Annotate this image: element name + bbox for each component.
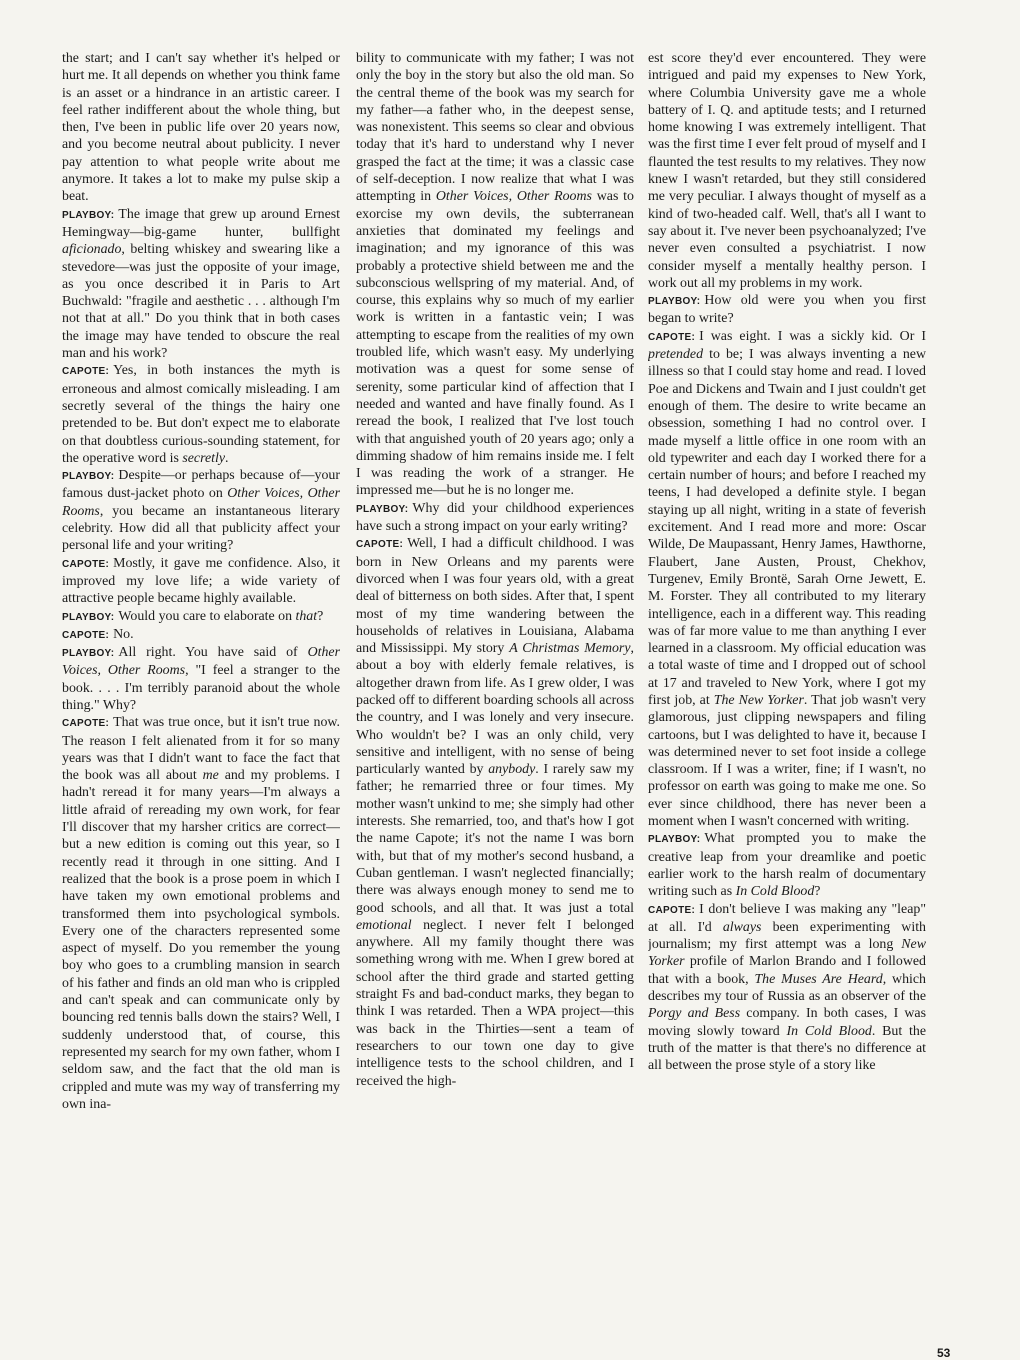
speaker-label: CAPOTE: [356, 539, 404, 551]
paragraph: CAPOTE: That was true once, but it isn't true now. The reason I felt alienated from it for so many years was that I didn't want to face the fact that the book was all about me and my problems. I hadn't reread it for many years—I'm always a little afraid of rereading my own work, for fear I'll discover that my harsher critics are correct—but a new edition is coming out this year, so I recently read it through in one sitting. And I realized that the book is a prose poem in which I have taken my own emotional problems and transformed them into psychological symbols. Every one of the characters represented some aspect of myself. Do you remember the young boy who goes to a crumbling mansion in search of his father and finds an old man who is crippled and can't speak and can communicate only by bouncing red tennis balls down the stairs? Well, I suddenly understood that, of course, this represented my search for my own father, whom I seldom saw, and the fact that the old man is crippled and mute was my way of transferring my own ina- [62, 715, 340, 1112]
speaker-label: CAPOTE: [62, 558, 110, 570]
paragraph: PLAYBOY: How old were you when you first began to write? [648, 293, 926, 327]
paragraph: CAPOTE: Yes, in both instances the myth is erroneous and almost comically misleading. I am secretly several of the things the hairy one pretended to be. But don't expect me to elaborate on that doubtless curious-sounding statement, for the operative word is secretly. [62, 363, 340, 466]
paragraph: PLAYBOY: Why did your childhood experiences have such a strong impact on your early writing? [356, 500, 634, 535]
paragraph: CAPOTE: I was eight. I was a sickly kid. Or I pretended to be; I was always inventing a new illness so that I could stay home and read. I loved Poe and Dickens and Twain and I just couldn't get enough of them. The desire to write became an obsession, something I had no control over. I made myself a little office in one room with an old typewriter and each day I worked there for a certain number of hours; and before I reached my teens, I had developed a definite style. I began staying up all night, writing in a state of feverish excitement. And I read more and more: Oscar Wilde, De Maupassant, Henry James, Hawthorne, Flaubert, Jane Austen, Proust, Chekhov, Turgenev, Emily Brontë, Sarah Orne Jewett, E. M. Forster. They all contributed to my literary intelligence, each in a different way. This reading was of far more value to me than anything I ever learned in a classroom. My official education was a total waste of time and I dropped out of school at 17 and traveled to New York, where I got my first job, at The New Yorker. That job wasn't very glamorous, just clipping newspapers and filing cartoons, but I was delighted to have it, because I was determined never to set foot inside a college classroom. If I was a writer, fine; if I wasn't, no professor on earth was going to make me one. So ever since childhood, there has never been a moment when I wasn't concerned with writing. [648, 328, 926, 830]
paragraph: PLAYBOY: Despite—or perhaps because of—your famous dust-jacket photo on Other Voices, Other Rooms, you became an instantaneous literary celebrity. How did all that publicity affect your personal life and your writing? [62, 468, 340, 554]
paragraph: CAPOTE: Mostly, it gave me confidence. Also, it improved my love life; a wide variety of attractive people became highly available. [62, 555, 340, 607]
speaker-label: CAPOTE: [62, 366, 110, 378]
speaker-label: PLAYBOY: [356, 503, 409, 515]
paragraph: PLAYBOY: The image that grew up around Ernest Hemingway—big-game hunter, bullfight aficionado, belting whiskey and swearing like a stevedore—was just the opposite of your image, as you once described it in Paris to Art Buchwald: "fragile and aesthetic . . . although I'm not that at all." Do you think that in both cases the image may have tended to obscure the real man and his work? [62, 206, 340, 362]
paragraph: the start; and I can't say whether it's helped or hurt me. It all depends on whether you think fame is an asset or a hindrance in an artistic career. I feel rather indifferent about the whole thing, but then, I've been in public life over 20 years now, and you become neutral about publicity. I never pay attention to what people write about me anymore. It takes a lot to make my pulse skip a beat. [62, 51, 340, 205]
speaker-label: CAPOTE: [648, 904, 696, 916]
speaker-label: PLAYBOY: [648, 296, 701, 308]
text-column-1 [62, 50, 340, 1290]
paragraph: est score they'd ever encountered. They were intrigued and paid my expenses to New York, where Columbia University gave me a whole battery of I. Q. and aptitude tests; and I returned home knowing I was extremely intelligent. That was the first time I ever felt proud of myself and I flaunted the test results to my relatives. They now knew I wasn't retarded, but they still considered me very peculiar. I always thought of myself as a kind of two-headed calf. Well, that's all I want to say about it. I've never been psychoanalyzed; I've never even consulted a psychiatrist. I now consider myself a mentally healthy person. I work out all my problems in my work. [648, 51, 926, 291]
text-column-3 [648, 50, 926, 1290]
paragraph: PLAYBOY: Would you care to elaborate on that? [62, 608, 324, 624]
text-column-2 [356, 50, 634, 1290]
speaker-label: CAPOTE: [62, 718, 110, 730]
speaker-label: PLAYBOY: [62, 648, 115, 660]
paragraph: bility to communicate with my father; I was not only the boy in the story but also the old man. So the central theme of the book was my search for my father—a father who, in the deepest sense, was nonexistent. This seems so clear and obvious today that it's hard to understand why I never grasped the fact at the time; it was a classic case of self-deception. I now realize that what I was attempting in Other Voices, Other Rooms was to exorcise my own devils, the subterranean anxieties that dominated my feelings and imagination; and my ignorance of this was probably a protective shield between me and the subconscious wellspring of my material. And, of course, this explains why so much of my earlier work is written in a fantastic vein; I was attempting to escape from the realities of my own troubled life, which wasn't easy. My underlying motivation was a quest for some sense of serenity, some particular kind of affection that I needed and wanted and have finally found. As I reread the book, I realized that I've lost touch with that anguished youth of 20 years ago; only a dimming shadow of him remains inside me. I felt I was reading the work of a stranger. He impressed me—but he is no longer me. [356, 51, 634, 499]
paragraph: CAPOTE: I don't believe I was making any "leap" at all. I'd always been experimenting with journalism; my first attempt was a long New Yorker profile of Marlon Brando and I followed that with a book, The Muses Are Heard, which describes my tour of Russia as an observer of the Porgy and Bess company. In both cases, I was moving slowly toward In Cold Blood. But the truth of the matter is that there's no difference at all between the prose style of a story like [648, 901, 926, 1074]
paragraph: CAPOTE: Well, I had a difficult childhood. I was born in New Orleans and my parents were divorced when I was four years old, with a great deal of bitterness on both sides. After that, I spent most of my time wandering between the households of relatives in Louisiana, Alabama and Mississippi. My story A Christmas Memory, about a boy with elderly female relatives, is altogether drawn from life. As I grew older, I was packed off to different boarding schools all across the country, and I was lonely and very insecure. Who wouldn't be? I was an only child, very sensitive and intelligent, with no sense of being particularly wanted by anybody. I rarely saw my father; he remarried three or four times. My mother wasn't unkind to me; she simply had other interests. She remarried, too, and that's how I got the name Capote; it's not the name I was born with, but that of my mother's second husband, a Cuban gentleman. I wasn't neglected financially; there was always enough money to send me to good schools, and all that. It was just a total emotional neglect. I never felt I belonged anywhere. All my family thought there was something wrong with me. When I grew bored at school after the third grade and started getting straight Fs and bad-conduct marks, they began to think I was retarded. Then a WPA project—this was back in the Thirties—sent a team of researchers to our town one day to give intelligence tests to the school children, and I received the high- [356, 536, 634, 1089]
paragraph: PLAYBOY: What prompted you to make the creative leap from your dreamlike and poetic earlier work to the harsh realm of documentary writing such as In Cold Blood? [648, 831, 926, 900]
speaker-label: PLAYBOY: [62, 471, 115, 483]
speaker-label: PLAYBOY: [62, 611, 115, 623]
speaker-label: CAPOTE: [648, 331, 696, 343]
paragraph: PLAYBOY: All right. You have said of Other Voices, Other Rooms, "I feel a stranger to the book. . . . I'm terribly paranoid about the whole thing." Why? [62, 645, 340, 713]
speaker-label: PLAYBOY: [62, 209, 115, 221]
page-number: 53 [937, 1346, 951, 1360]
speaker-label: CAPOTE: [62, 629, 110, 641]
paragraph: CAPOTE: No. [62, 626, 134, 642]
speaker-label: PLAYBOY: [648, 834, 701, 846]
